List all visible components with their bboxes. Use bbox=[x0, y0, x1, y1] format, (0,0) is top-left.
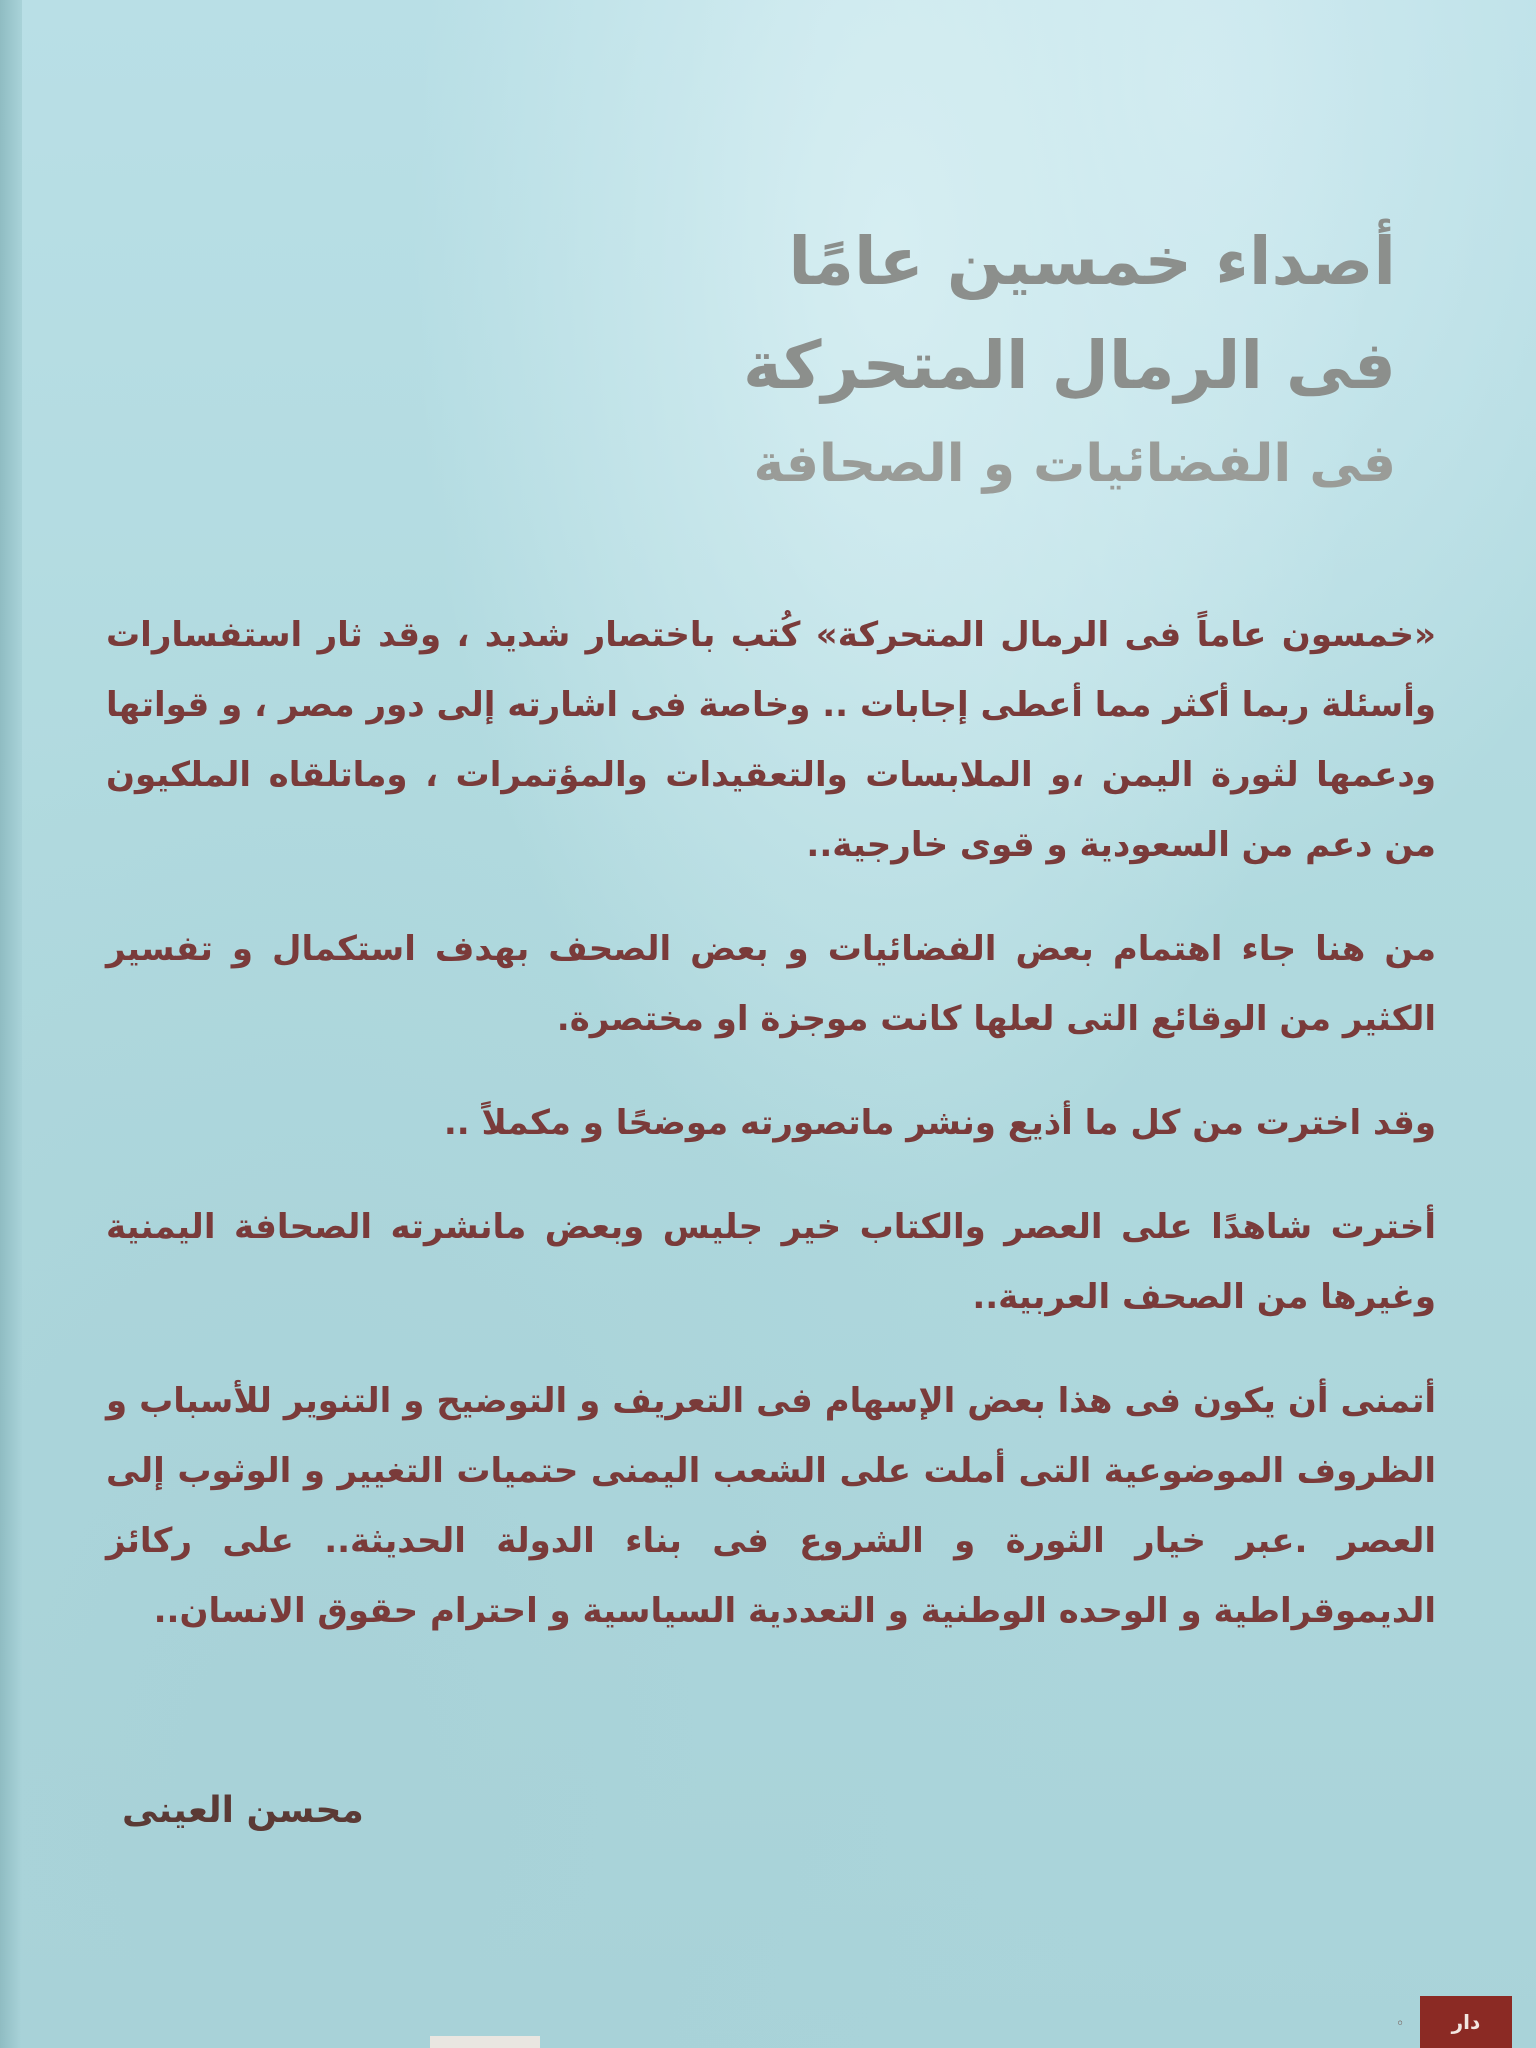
publisher-mark-icon: ◦ bbox=[1396, 2016, 1405, 2032]
author-signature: محسن العينى bbox=[122, 1790, 364, 1831]
blurb-paragraph-2: من هنا جاء اهتمام بعض الفضائيات و بعض الصحف بهدف استكمال و تفسير الكثير من الوقائع التى لعلها كانت موجزة او مختصرة. bbox=[106, 929, 1436, 1039]
blurb-paragraph-3: وقد اخترت من كل ما أذيع ونشر ماتصورته موضحًا و مكملاً .. bbox=[443, 1103, 1436, 1143]
book-title-line-1: أصداء خمسين عامًا bbox=[788, 223, 1396, 300]
publisher-logo-text: دار bbox=[1451, 2010, 1481, 2034]
book-back-cover bbox=[22, 0, 1536, 2048]
book-title-line-2: فى الرمال المتحركة bbox=[743, 327, 1396, 404]
barcode-strip bbox=[430, 2036, 540, 2048]
blurb-paragraph-4: أخترت شاهدًا على العصر والكتاب خير جليس وبعض مانشرته الصحافة اليمنية وغيرها من الصحف العربية.. bbox=[106, 1207, 1436, 1317]
book-subtitle: فى الفضائيات و الصحافة bbox=[753, 434, 1396, 494]
blurb-paragraph-1: «خمسون عاماً فى الرمال المتحركة» كُتب باختصار شديد ، وقد ثار استفسارات وأسئلة ربما أكثر مما أعطى إجابات .. وخاصة فى اشارته إلى دور مصر ، و قواتها ودعمها لثورة اليمن ،و الملابسات والتعقيدات والمؤتمرات ، وماتلقاه الملكيون من دعم من السعودية و قوى خارجية.. bbox=[106, 615, 1436, 865]
blurb-paragraph-5: أتمنى أن يكون فى هذا بعض الإسهام فى التعريف و التوضيح و التنوير للأسباب و الظروف الموضوعية التى أملت على الشعب اليمنى حتميات التغيير و الوثوب إلى العصر .عبر خيار الثورة و الشروع فى بناء الدولة الحديثة.. على ركائز الديموقراطية و الوحده الوطنية و التعددية السياسية و احترام حقوق الانسان.. bbox=[106, 1381, 1436, 1631]
publisher-logo bbox=[1420, 1996, 1512, 2048]
blurb-text bbox=[106, 600, 1436, 1680]
title-block bbox=[496, 210, 1396, 510]
book-spine-edge bbox=[0, 0, 22, 2048]
